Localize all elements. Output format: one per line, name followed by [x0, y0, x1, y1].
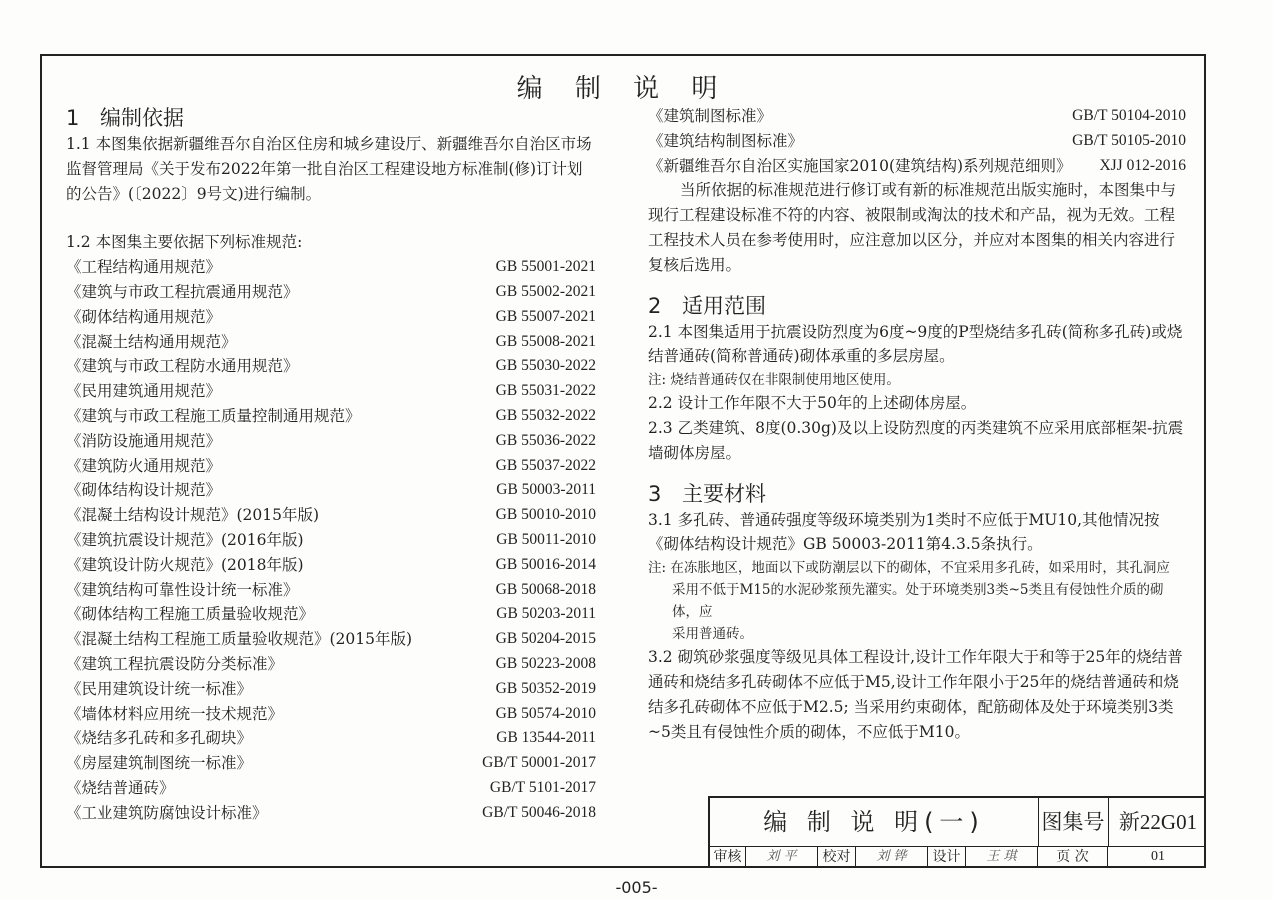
review-signature: 刘 平 — [746, 846, 818, 868]
standard-row — [66, 751, 596, 776]
standard-code: GB/T 50104-2010 — [1072, 107, 1186, 124]
standard-code: GB 13544-2011 — [496, 729, 596, 747]
standard-row — [66, 801, 596, 826]
standard-code: GB/T 5101-2017 — [489, 778, 596, 796]
standard-name: 《混凝土结构工程施工质量验收规范》(2015年版) — [66, 630, 413, 649]
standard-code: GB/T 50046-2018 — [482, 803, 596, 821]
note-3-line-3: 采用普通砖。 — [672, 626, 753, 643]
standard-code: GB 50011-2010 — [496, 530, 596, 548]
standard-name: 《建筑设计防火规范》(2018年版) — [66, 555, 304, 574]
page-footer-number: -005- — [615, 878, 658, 897]
standard-code: GB 50010-2010 — [495, 506, 596, 524]
paragraph-1-2: 1.2 本图集主要依据下列标准规范: — [66, 233, 303, 252]
standard-row — [66, 578, 596, 603]
paragraph-1-1: 1.1 本图集依据新疆维吾尔自治区住房和城乡建设厅、新疆维吾尔自治区市场监督管理局《关于发布2022年第一批自治区工程建设地方标准制(修)订计划的公告》(〔2022〕9号文)进行编制。 — [66, 135, 592, 203]
standard-row — [66, 602, 596, 627]
atlas-number: 新22G01 — [1118, 810, 1198, 834]
paragraph-2-2: 2.2 设计工作年限不大于50年的上述砌体房屋。 — [648, 394, 977, 413]
design-label: 设计 — [928, 846, 966, 868]
standard-code: GB 50352-2019 — [495, 679, 596, 697]
standard-code: GB/T 50105-2010 — [1072, 131, 1186, 149]
standard-row — [648, 154, 1186, 179]
standard-row — [648, 129, 1186, 154]
standard-row — [66, 553, 596, 578]
standard-name: 《民用建筑设计统一标准》 — [66, 679, 253, 698]
standard-row — [66, 726, 596, 751]
standard-code: GB 50003-2011 — [496, 481, 596, 499]
standard-name: 《混凝土结构通用规范》 — [66, 332, 237, 351]
left-column — [66, 104, 596, 826]
standard-name: 《建筑工程抗震设防分类标准》 — [66, 654, 284, 673]
page-title: 编 制 说 明 — [516, 74, 730, 104]
standard-code: XJJ 012-2016 — [1099, 156, 1186, 174]
standard-row — [66, 379, 596, 404]
standard-row — [66, 503, 596, 528]
section-2-heading: 2 适用范围 — [648, 293, 766, 318]
standard-name: 《建筑抗震设计规范》(2016年版) — [66, 530, 304, 549]
standard-name: 《烧结普通砖》 — [66, 778, 175, 797]
standard-code: GB 55002-2021 — [495, 282, 596, 300]
standard-name: 《混凝土结构设计规范》(2015年版) — [66, 506, 320, 525]
standard-name: 《砌体结构通用规范》 — [66, 307, 222, 326]
design-signature: 王 琪 — [966, 846, 1038, 868]
standard-code: GB 55001-2021 — [495, 258, 596, 276]
standard-code: GB 55037-2022 — [495, 456, 596, 474]
review-label: 审核 — [710, 846, 746, 868]
standard-code: GB 55030-2022 — [495, 357, 596, 375]
standard-code: GB 55007-2021 — [495, 307, 596, 325]
standard-row — [66, 354, 596, 379]
validity-paragraph: 当所依据的标准规范进行修订或有新的标准规范出版实施时，本图集中与现行工程建设标准不符的内容、被限制或淘汰的技术和产品，视为无效。工程工程技术人员在参考使用时，应注意加以区分，并应对本图集的相关内容进行复核后选用。 — [648, 181, 1177, 274]
standard-code: GB 55036-2022 — [495, 431, 596, 449]
standard-code: GB/T 50001-2017 — [482, 754, 596, 772]
standard-name: 《建筑结构可靠性设计统一标准》 — [66, 580, 299, 599]
standard-code: GB 55032-2022 — [495, 406, 596, 424]
note-2: 注: 烧结普通砖仅在非限制使用地区使用。 — [648, 372, 900, 389]
standard-name: 《砌体结构设计规范》 — [66, 481, 222, 500]
standard-name: 《建筑制图标准》 — [648, 107, 773, 125]
standard-name: 《烧结多孔砖和多孔砌块》 — [66, 729, 253, 748]
standard-row — [648, 104, 1186, 129]
page-number-cell: 01 — [1151, 849, 1165, 864]
atlas-label: 图集号 — [1038, 798, 1109, 846]
standard-code: GB 50203-2011 — [496, 605, 596, 623]
standards-list-continued — [648, 104, 1186, 178]
standard-row — [66, 280, 596, 305]
standard-row — [66, 330, 596, 355]
standard-name: 《工业建筑防腐蚀设计标准》 — [66, 803, 268, 822]
standard-name: 《建筑与市政工程抗震通用规范》 — [66, 282, 299, 301]
standard-row — [66, 404, 596, 429]
standard-code: GB 55008-2021 — [495, 332, 596, 350]
standard-row — [66, 454, 596, 479]
standard-row — [66, 776, 596, 801]
section-3-heading: 3 主要材料 — [648, 481, 766, 506]
standard-row — [66, 255, 596, 280]
standard-row — [66, 429, 596, 454]
standard-row — [66, 478, 596, 503]
paragraph-3-2: 3.2 砌筑砂浆强度等级见具体工程设计,设计工作年限大于和等于25年的烧结普通砖和烧结多孔砖砌体不应低于M5,设计工作年限小于25年的烧结普通砖和烧结多孔砖砌体不应低于M2.5; 当采用约束砌体，配筋砌体及处于环境类别3类~5类且有侵蚀性介质的砌体，不应低于M10。 — [648, 648, 1183, 741]
standard-code: GB 50223-2008 — [495, 654, 596, 672]
note-3-line-2: 采用不低于M15的水泥砂浆预先灌实。处于环境类别3类~5类且有侵蚀性介质的砌体，应 — [672, 582, 1164, 621]
standard-name: 《消防设施通用规范》 — [66, 431, 222, 450]
standard-name: 《房屋建筑制图统一标准》 — [66, 754, 253, 773]
standard-code: GB 50204-2015 — [495, 630, 596, 648]
check-label: 校对 — [818, 846, 856, 868]
paragraph-3-1: 3.1 多孔砖、普通砖强度等级环境类别为1类时不应低于MU10,其他情况按《砌体结构设计规范》GB 50003-2011第4.3.5条执行。 — [648, 510, 1160, 554]
standard-name: 《建筑结构制图标准》 — [648, 131, 804, 150]
right-column — [648, 104, 1186, 744]
drawing-frame — [40, 54, 1206, 868]
paragraph-2-1: 2.1 本图集适用于抗震设防烈度为6度~9度的P型烧结多孔砖(简称多孔砖)或烧结普通砖(简称普通砖)砌体承重的多层房屋。 — [648, 322, 1183, 366]
standards-list — [66, 255, 596, 825]
note-3-line-1: 注: 在冻胀地区，地面以下或防潮层以下的砌体，不宜采用多孔砖，如采用时，其孔洞应 — [648, 560, 1170, 577]
standard-name: 《砌体结构工程施工质量验收规范》 — [66, 605, 315, 624]
title-block — [708, 796, 1206, 868]
standard-code: GB 50068-2018 — [495, 580, 596, 598]
standard-name: 《墙体材料应用统一技术规范》 — [66, 704, 284, 723]
check-signature: 刘 铧 — [856, 846, 928, 868]
standard-row — [66, 652, 596, 677]
standard-name: 《建筑与市政工程防水通用规范》 — [66, 357, 299, 376]
standard-name: 《民用建筑通用规范》 — [66, 382, 222, 401]
paragraph-2-3: 2.3 乙类建筑、8度(0.30g)及以上设防烈度的丙类建筑不应采用底部框架-抗震墙砌体房屋。 — [648, 418, 1184, 462]
drawing-name: 编 制 说 明(一) — [710, 798, 1039, 846]
standard-row — [66, 702, 596, 727]
standard-code: GB 55031-2022 — [495, 382, 596, 400]
standard-name: 《新疆维吾尔自治区实施国家2010(建筑结构)系列规范细则》 — [648, 156, 1072, 175]
standard-row — [66, 677, 596, 702]
standard-row — [66, 305, 596, 330]
standard-name: 《建筑防火通用规范》 — [66, 456, 222, 475]
standard-row — [66, 627, 596, 652]
standard-code: GB 50574-2010 — [495, 704, 596, 722]
standard-code: GB 50016-2014 — [495, 555, 596, 573]
page-label: 页 次 — [1038, 846, 1108, 868]
section-1-heading: 1 编制依据 — [66, 106, 184, 130]
standard-row — [66, 528, 596, 553]
standard-name: 《建筑与市政工程施工质量控制通用规范》 — [66, 406, 361, 425]
standard-name: 《工程结构通用规范》 — [66, 258, 222, 277]
